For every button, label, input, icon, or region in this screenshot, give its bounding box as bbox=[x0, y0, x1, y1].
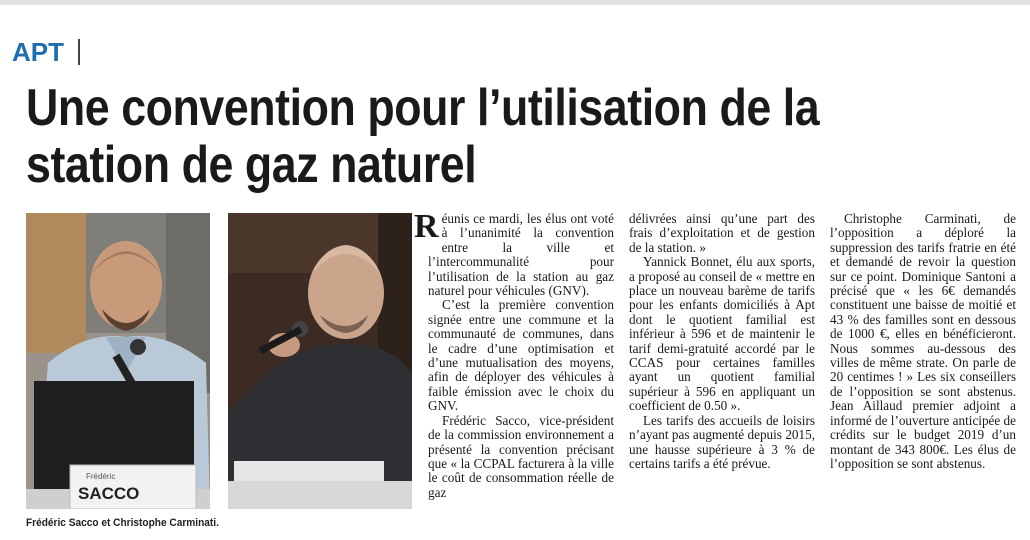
paragraph: Christophe Carminati, de l’opposition a déploré la suppression des tarifs fratrie en été et demandé de revoir la question sur ce point. Dominique Santoni a précisé que « les 6€ demandés constituent une baisse de moitié et 43 % des familles sont en dessous de 1000 €, elles en bénéficieront. Nous sommes au-dessous des villes de même strate. On parle de 20 centimes ! » Les six conseillers de l’opposition se sont abstenus. Jean Aillaud premier adjoint a informé de l’ouverture anticipée de crédits sur le budget 2019 d’un montant de 343 800€. Les élus de l’opposition se sont abstenus. bbox=[830, 211, 1017, 471]
photo-frederic-sacco-illustration bbox=[26, 213, 210, 509]
photo-nametag-firstname: Frédéric bbox=[86, 472, 116, 481]
paragraph: délivrées ainsi qu’une part des frais d’exploitation et de gestion de la station. » bbox=[629, 211, 815, 255]
paragraph bbox=[414, 208, 614, 299]
paragraph: Les tarifs des accueils de loisirs n’ayant pas augmenté depuis 2015, une hausse supérieure à 3 % de certains tarifs a été prévue. bbox=[629, 412, 815, 471]
rubric-label: APT bbox=[12, 37, 64, 67]
rubric bbox=[12, 38, 80, 66]
photo-christophe-carminati-illustration bbox=[228, 213, 412, 509]
photo-frederic-sacco bbox=[26, 213, 210, 509]
top-border bbox=[0, 0, 1030, 5]
paragraph: Frédéric Sacco, vice-président de la commission environnement a présenté la convention précisant que « la CCPAL facturera à la ville le coût de consommation réelle de gaz bbox=[428, 412, 614, 500]
photo-caption: Frédéric Sacco et Christophe Carminati. bbox=[26, 517, 219, 529]
drop-cap: R bbox=[414, 208, 439, 245]
paragraph: C’est la première convention signée entre une commune et la communauté de communes, dans le cadre d’une optimisation et d’une mutualisation des moyens, afin de déployer des véhicules à faible émission avec le choix du GNV. bbox=[428, 297, 614, 414]
article-column-1 bbox=[414, 208, 614, 500]
article-column-3 bbox=[830, 212, 1016, 471]
paragraph: Yannick Bonnet, élu aux sports, a proposé au conseil de « mettre en place un nouveau barème de tarifs pour les enfants domiciliés à Apt dont le quotient familial est inférieur à 596 et de maintenir le tarif demi-gratuité accordé par le CCAS pour certaines familles ayant un quotient familial supérieur à 596 en appliquant un coefficient de 0.50 ». bbox=[629, 254, 815, 414]
paragraph-text: éunis ce mardi, les élus ont voté à l’unanimité la convention entre la ville et l’intercommunalité pour l’utilisation de la station au gaz naturel pour véhicules (GNV). bbox=[428, 211, 614, 299]
headline: Une convention pour l’utilisation de la station de gaz naturel bbox=[26, 79, 820, 194]
article-column-2 bbox=[629, 212, 815, 471]
photo-nametag-surname: SACCO bbox=[78, 484, 140, 503]
photo-christophe-carminati bbox=[228, 213, 412, 509]
rubric-divider bbox=[78, 39, 80, 65]
